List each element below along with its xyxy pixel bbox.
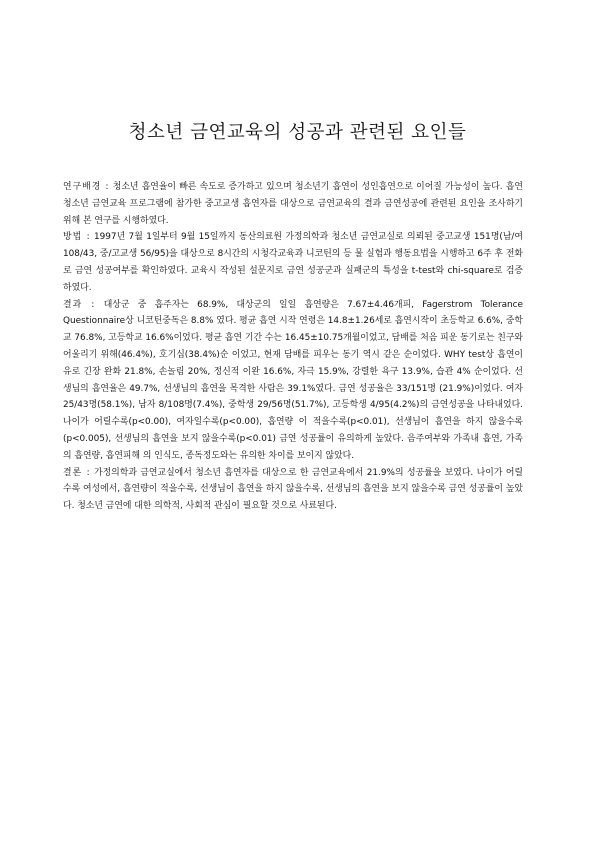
results-text: 대상군 중 흡주자는 68.9%, 대상군의 일일 흡연량은 7.67±4.46개피, Fagerstrom Tolerance Questionnaire상 니코틴중독은 8.8% 였다. 평균 흡연 시작 연령은 14.8±1.26세로 흡연시작이 초등학교 6.6%, 중학교 76.8%, 고등학교 16.6%이었다. 평균 흡연 기간 수는 16.45±10.75개월이었고, 담배를 처음 피운 동기로는 친구와 어울리기 위해(46.4%), 호기심(38.4%)순 이었고, 현재 담배를 피우는 동기 역시 같은 순이었다. WHY test상 흡연이유로 긴장 완화 21.8%, 손놀림 20%, 정신적 이완 16.6%, 자극 15.9%, 강렬한 욕구 13.9%, 습관 4% 순이었다. 선생님의 흡연율은 49.7%, 선생님의 흡연을 목격한 사람은 39.1%였다. 금연 성공율은 33/151명 (21.9%)이었다. 여자 25/43명(58.1%), 남자 8/108명(7.4%), 중학생 29/56명(51.7%), 고등학생 4/95(4.2%)의 금연성공을 나타내었다. 나이가 어릴수록(p<0.00), 여자일수록(p<0.00), 흡연량 이 적을수록(p<0.01), 선생님이 흡연을 하지 않을수록(p<0.005), 선생님의 흡연을 보지 않을수록(p<0.01) 금연 성공률이 유의하게 높았다. 음주여부와 가족내 흡연, 가족의 흡연량, 흡연피해 의 인식도, 종독정도와는 유의한 차이를 보이지 않았다.	[63, 299, 523, 461]
methods-label: 방법 :	[63, 232, 91, 243]
background-text: 청소년 흡연율이 빠른 속도로 증가하고 있으며 청소년기 흡연이 성인흡연으로 이어질 가능성이 높다. 흡연 청소년 금연교육 프로그램에 참가한 중고교생 흡연자를 대상으로 금연교육의 결과 금연성공에 관련된 요인을 조사하기 위해 본 연구를 시행하였다.	[63, 182, 523, 226]
conclusion-text: 가정의학과 금연교실에서 청소년 흡연자를 대상으로 한 금연교육에서 21.9%의 성공률을 보였다. 나이가 어릴수록 여성에서, 흡연량이 적을수록, 선생님이 흡연을 하지 않을수록, 선생님의 흡연을 보지 않을수록 금연 성공률이 높았다. 청소년 금연에 대한 의학적, 사회적 관심이 필요할 것으로 사료된다.	[63, 467, 523, 512]
conclusion-label: 결론 :	[63, 467, 91, 478]
methods-text: 1997년 7월 1일부터 9월 15일까지 동산의료원 가정의학과 청소년 금연교실로 의뢰된 중고교생 151명(남/여 108/43, 중/고교생 56/95)을 대상으로 8시간의 시청각교육과 니코틴의 등 물 실험과 행동요법을 시행하고 6주 후 전화로 금연 성공여부를 확인하였다. 교육시 작성된 설문지로 금연 성공군과 실패군의 특성을 t-test와 chi-square로 검증하였다.	[63, 232, 523, 293]
abstract-methods	[63, 229, 523, 296]
abstract	[63, 179, 523, 515]
background-label: 연구배경 :	[63, 182, 110, 192]
results-label: 결과 :	[63, 299, 96, 310]
abstract-background	[63, 179, 523, 229]
document-title: 청소년 금연교육의 성공과 관련된 요인들	[128, 122, 467, 143]
abstract-results	[63, 297, 523, 465]
abstract-conclusion	[63, 465, 523, 515]
